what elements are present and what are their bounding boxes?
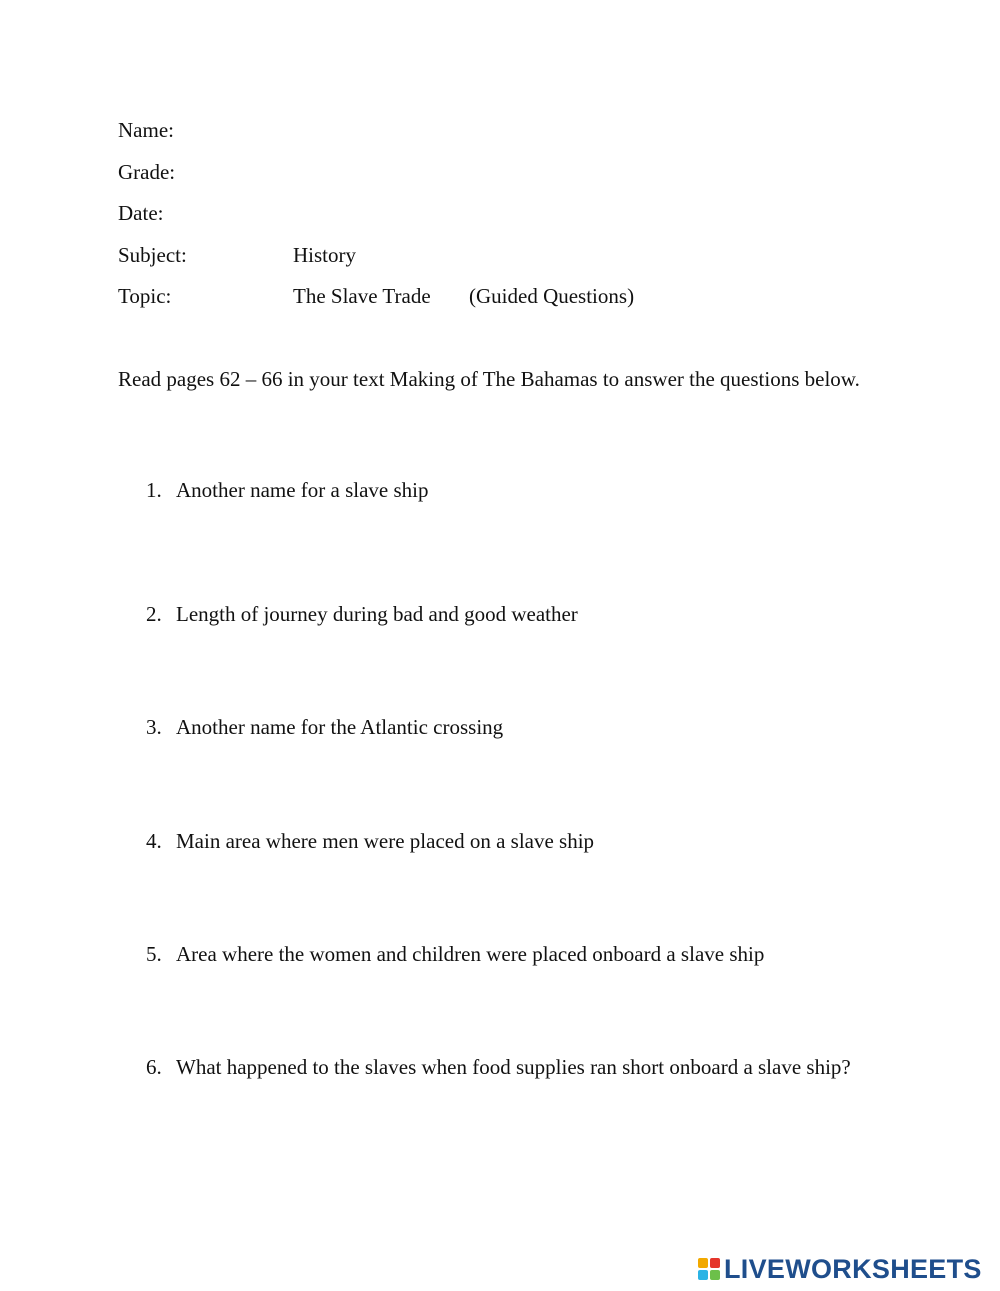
instructions-text: Read pages 62 – 66 in your text Making of The Bahamas to answer the questions below. bbox=[118, 367, 860, 391]
question-number: 2. bbox=[146, 602, 162, 626]
question-text: What happened to the slaves when food supplies ran short onboard a slave ship? bbox=[176, 1055, 851, 1079]
subject-value: History bbox=[293, 243, 356, 267]
question-3 bbox=[146, 713, 876, 741]
logo-square-icon bbox=[698, 1270, 708, 1280]
question-number: 4. bbox=[146, 829, 162, 853]
question-number: 6. bbox=[146, 1055, 162, 1079]
grade-label: Grade: bbox=[118, 160, 176, 184]
logo-square-icon bbox=[710, 1258, 720, 1268]
question-text: Area where the women and children were placed onboard a slave ship bbox=[176, 942, 765, 966]
subject-label: Subject: bbox=[118, 243, 187, 267]
question-number: 3. bbox=[146, 715, 162, 739]
logo-text: LIVEWORKSHEETS bbox=[724, 1253, 982, 1284]
question-2 bbox=[146, 600, 876, 628]
question-5 bbox=[146, 940, 876, 968]
logo-square-icon bbox=[710, 1270, 720, 1280]
question-6 bbox=[146, 1053, 876, 1081]
topic-label: Topic: bbox=[118, 284, 172, 308]
date-label: Date: bbox=[118, 201, 164, 225]
topic-value: The Slave Trade bbox=[293, 284, 431, 308]
question-text: Length of journey during bad and good weather bbox=[176, 602, 578, 626]
question-4 bbox=[146, 827, 876, 855]
topic-extra: (Guided Questions) bbox=[469, 284, 635, 308]
question-text: Another name for the Atlantic crossing bbox=[176, 715, 504, 739]
liveworksheets-logo bbox=[698, 1254, 982, 1284]
question-number: 1. bbox=[146, 478, 162, 502]
logo-square-icon bbox=[698, 1258, 708, 1268]
question-number: 5. bbox=[146, 942, 162, 966]
question-text: Main area where men were placed on a slave ship bbox=[176, 829, 595, 853]
question-text: Another name for a slave ship bbox=[176, 478, 429, 502]
liveworksheets-icon bbox=[698, 1258, 720, 1280]
name-label: Name: bbox=[118, 118, 174, 142]
question-1 bbox=[146, 476, 876, 504]
